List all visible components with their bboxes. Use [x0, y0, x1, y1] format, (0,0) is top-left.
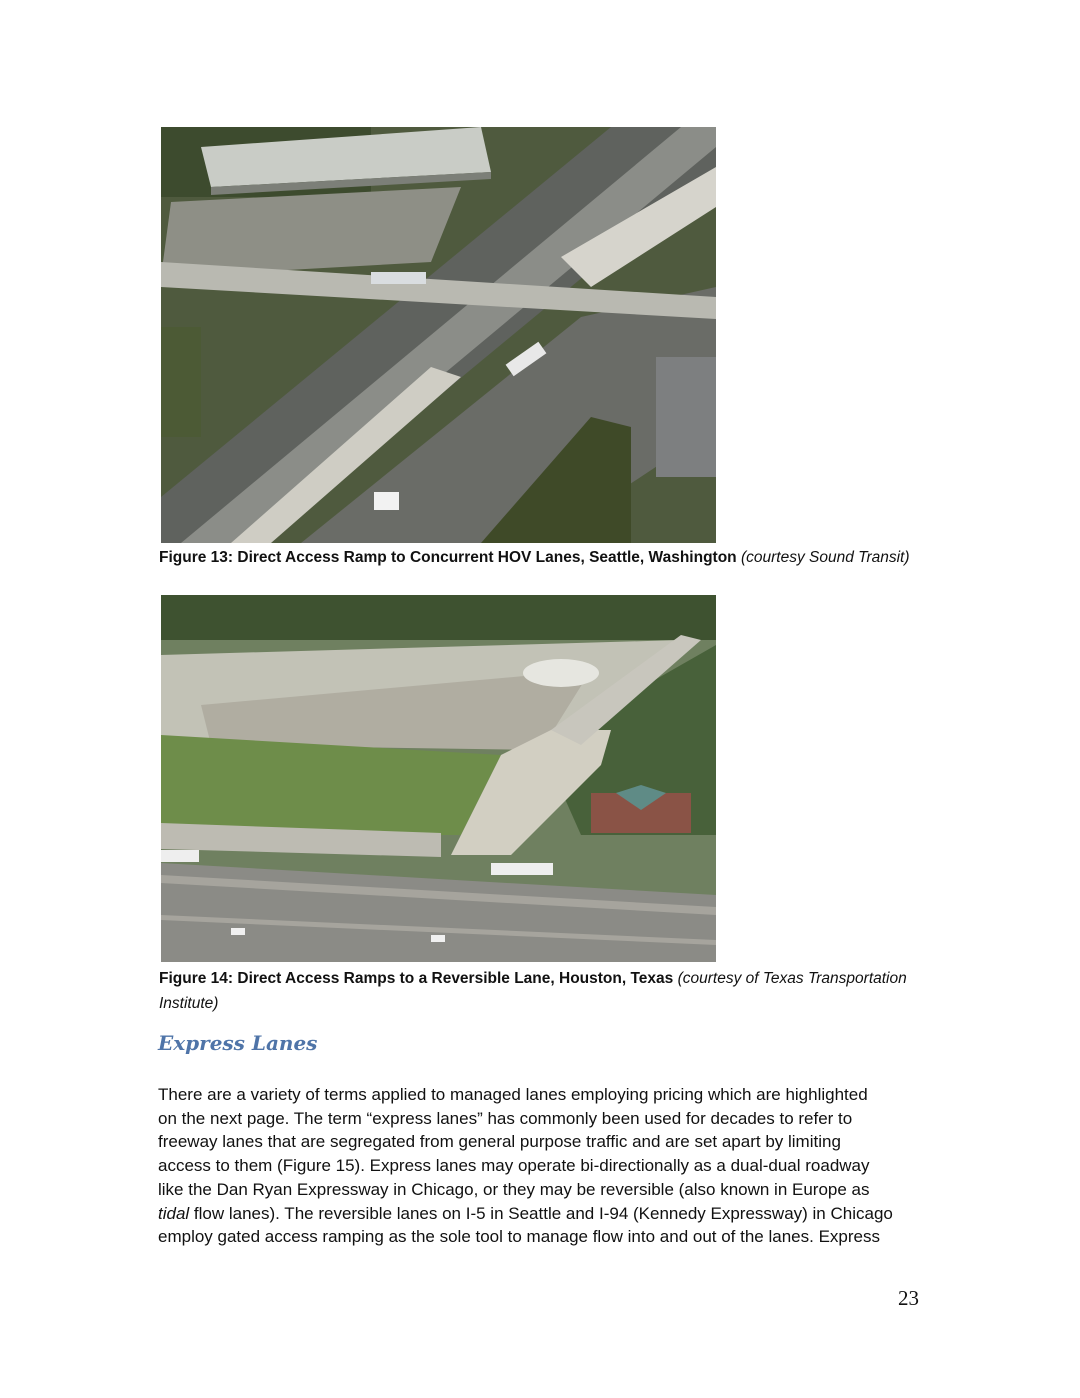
figure-13-caption	[159, 545, 929, 570]
page-number: 23	[898, 1286, 919, 1310]
figure-14-photo	[161, 595, 716, 962]
figure-14-caption-title: Figure 14: Direct Access Ramps to a Reversible Lane, Houston, Texas	[159, 970, 674, 987]
figure-14-caption-credit-cont: Institute)	[159, 995, 219, 1012]
paragraph-line: freeway lanes that are segregated from general purpose traffic and are set apart by limiting	[158, 1132, 841, 1152]
figure-13-caption-credit: (courtesy Sound Transit)	[740, 549, 910, 566]
body-paragraph	[158, 1083, 928, 1249]
italic-term: tidal	[158, 1203, 190, 1223]
figure-13-photo	[161, 127, 716, 543]
paragraph-line	[158, 1202, 928, 1226]
paragraph-line: on the next page. The term “express lanes” has commonly been used for decades to refer to	[158, 1108, 853, 1128]
figure-13-caption-title: Figure 13: Direct Access Ramp to Concurrent HOV Lanes, Seattle, Washington	[159, 549, 737, 566]
paragraph-line: employ gated access ramping as the sole tool to manage flow into and out of the lanes. Express	[158, 1227, 880, 1247]
paragraph-line: like the Dan Ryan Expressway in Chicago, or they may be reversible (also known in Europe as	[158, 1179, 870, 1199]
figure-14-caption	[159, 966, 929, 1016]
figure-14-caption-credit: (courtesy of Texas Transportation	[677, 970, 907, 987]
section-heading: Express Lanes	[158, 1031, 318, 1055]
paragraph-line: There are a variety of terms applied to managed lanes employing pricing which are highlighted	[158, 1085, 868, 1104]
paragraph-line-rest: flow lanes). The reversible lanes on I-5 in Seattle and I-94 (Kennedy Expressway) in Chicago	[189, 1203, 893, 1223]
paragraph-line: access to them (Figure 15). Express lanes may operate bi-directionally as a dual-dual roadway	[158, 1156, 870, 1176]
